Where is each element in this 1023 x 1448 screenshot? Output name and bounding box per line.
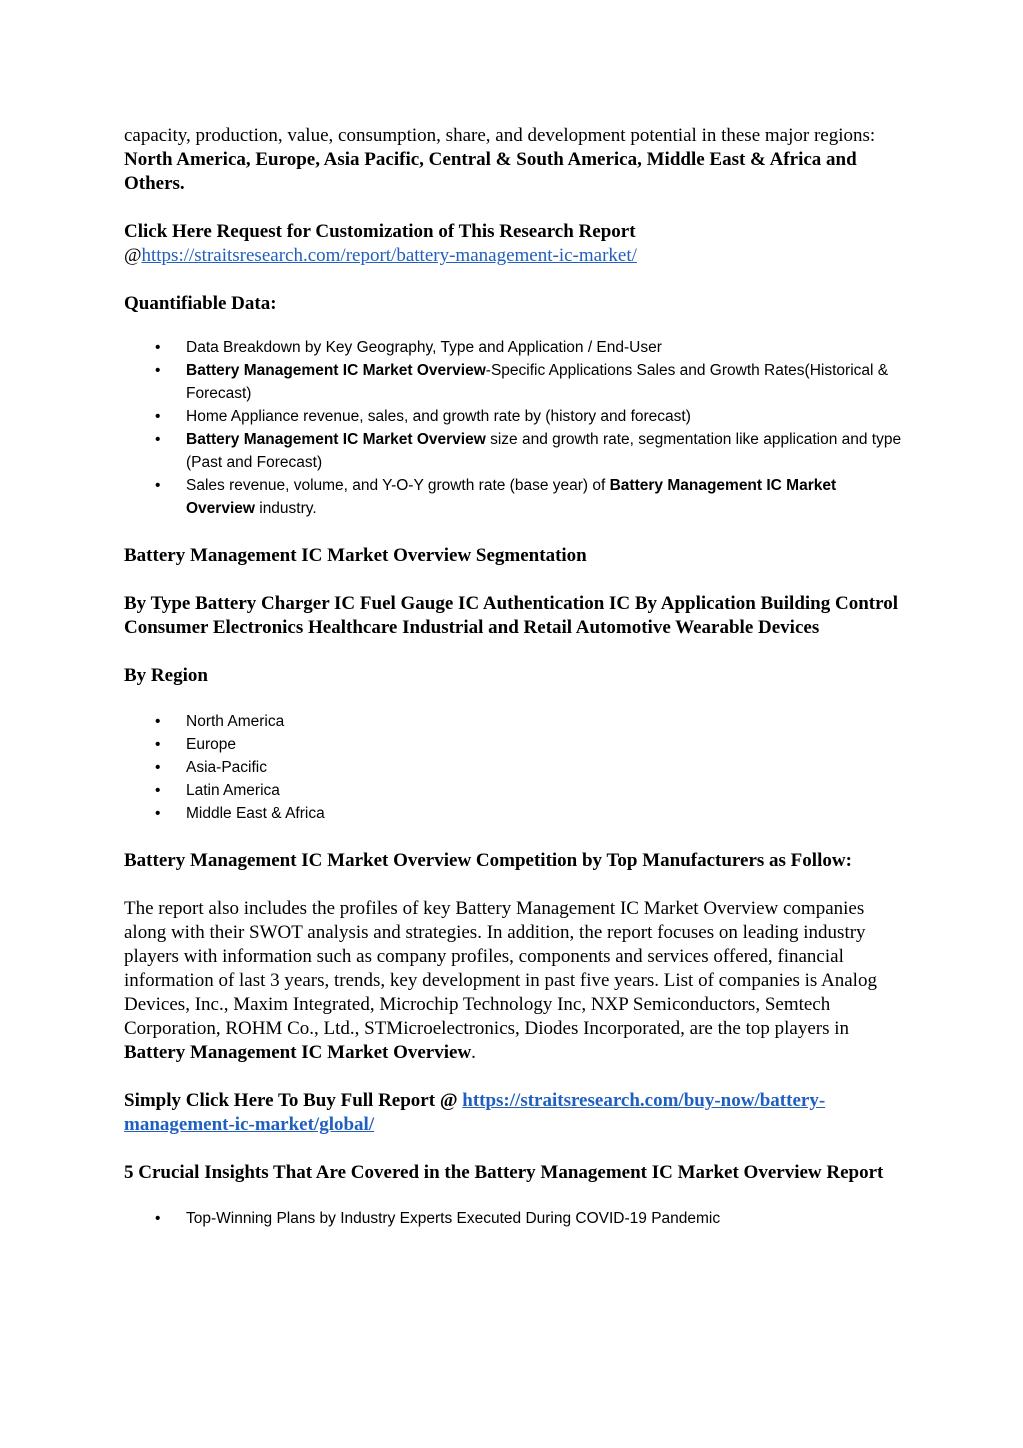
intro-paragraph (124, 124, 904, 196)
list-item (124, 1207, 904, 1230)
quantifiable-heading: Quantifiable Data: (124, 293, 277, 314)
competition-body (124, 897, 904, 1065)
competition-end: . (471, 1042, 476, 1063)
list-item (124, 474, 904, 520)
buy-label: Simply Click Here To Buy Full Report @ (124, 1090, 463, 1111)
customization-link-line (124, 244, 904, 268)
buy-link[interactable]: https://straitsresearch.com/buy-now/battery-management-ic-market/global/ (124, 1090, 826, 1135)
region-list (124, 710, 904, 825)
list-item (124, 779, 904, 802)
list-item-text: Sales revenue, volume, and Y-O-Y growth rate (base year) of (186, 477, 610, 494)
at-sign: @ (124, 245, 142, 266)
intro-text: capacity, production, value, consumption, share, and development potential in these major regions: (124, 125, 876, 146)
list-item (124, 359, 904, 405)
competition-bold: Battery Management IC Market Overview (124, 1042, 472, 1063)
customization-heading: Click Here Request for Customization of This Research Report (124, 221, 636, 242)
buy-line (124, 1089, 904, 1137)
competition-heading: Battery Management IC Market Overview Competition by Top Manufacturers as Follow: (124, 850, 852, 871)
insights-heading: 5 Crucial Insights That Are Covered in the Battery Management IC Market Overview Report (124, 1162, 884, 1183)
list-item (124, 756, 904, 779)
list-item-text: Europe (186, 736, 236, 753)
insights-list (124, 1207, 904, 1230)
competition-text: The report also includes the profiles of key Battery Management IC Market Overview companies along with their SWOT analysis and strategies. In addition, the report focuses on leading industry players with information such as company profiles, components and services offered, financial information of last 3 years, trends, key development in past five years. List of companies is Analog Devices, Inc., Maxim Integrated, Microchip Technology Inc, NXP Semiconductors, Semtech Corporation, ROHM Co., Ltd., STMicroelectronics, Diodes Incorporated, are the top players in (124, 898, 877, 1039)
list-item (124, 802, 904, 825)
list-item-text: size and growth rate, segmentation like application and type (Past and Forecast) (186, 431, 902, 471)
document-page (124, 124, 904, 1230)
list-item (124, 336, 904, 359)
intro-regions: North America, Europe, Asia Pacific, Central & South America, Middle East & Africa and Others. (124, 149, 857, 194)
list-item (124, 428, 904, 474)
segmentation-by-type: By Type Battery Charger IC Fuel Gauge IC Authentication IC By Application Building Control Consumer Electronics Healthcare Industrial and Retail Automotive Wearable Devices (124, 593, 898, 638)
list-item-text: Latin America (186, 782, 280, 799)
list-item-bold: Battery Management IC Market Overview (186, 362, 486, 379)
list-item-text: Data Breakdown by Key Geography, Type and Application / End-User (186, 339, 662, 356)
list-item (124, 405, 904, 428)
list-item-bold: Battery Management IC Market Overview (186, 477, 837, 517)
list-item-text: Middle East & Africa (186, 805, 325, 822)
list-item-bold: Battery Management IC Market Overview (186, 431, 486, 448)
segmentation-heading: Battery Management IC Market Overview Segmentation (124, 545, 587, 566)
quantifiable-list (124, 336, 904, 520)
list-item-text: Top-Winning Plans by Industry Experts Executed During COVID-19 Pandemic (186, 1210, 721, 1227)
list-item-text: Asia-Pacific (186, 759, 267, 776)
list-item-text: -Specific Applications Sales and Growth Rates(Historical & Forecast) (186, 362, 889, 402)
region-heading: By Region (124, 665, 208, 686)
list-item (124, 710, 904, 733)
list-item-text: North America (186, 713, 285, 730)
customization-link[interactable]: https://straitsresearch.com/report/battery-management-ic-market/ (141, 245, 637, 266)
list-item-text: Home Appliance revenue, sales, and growth rate by (history and forecast) (186, 408, 691, 425)
list-item-text: industry. (254, 500, 317, 517)
list-item (124, 733, 904, 756)
